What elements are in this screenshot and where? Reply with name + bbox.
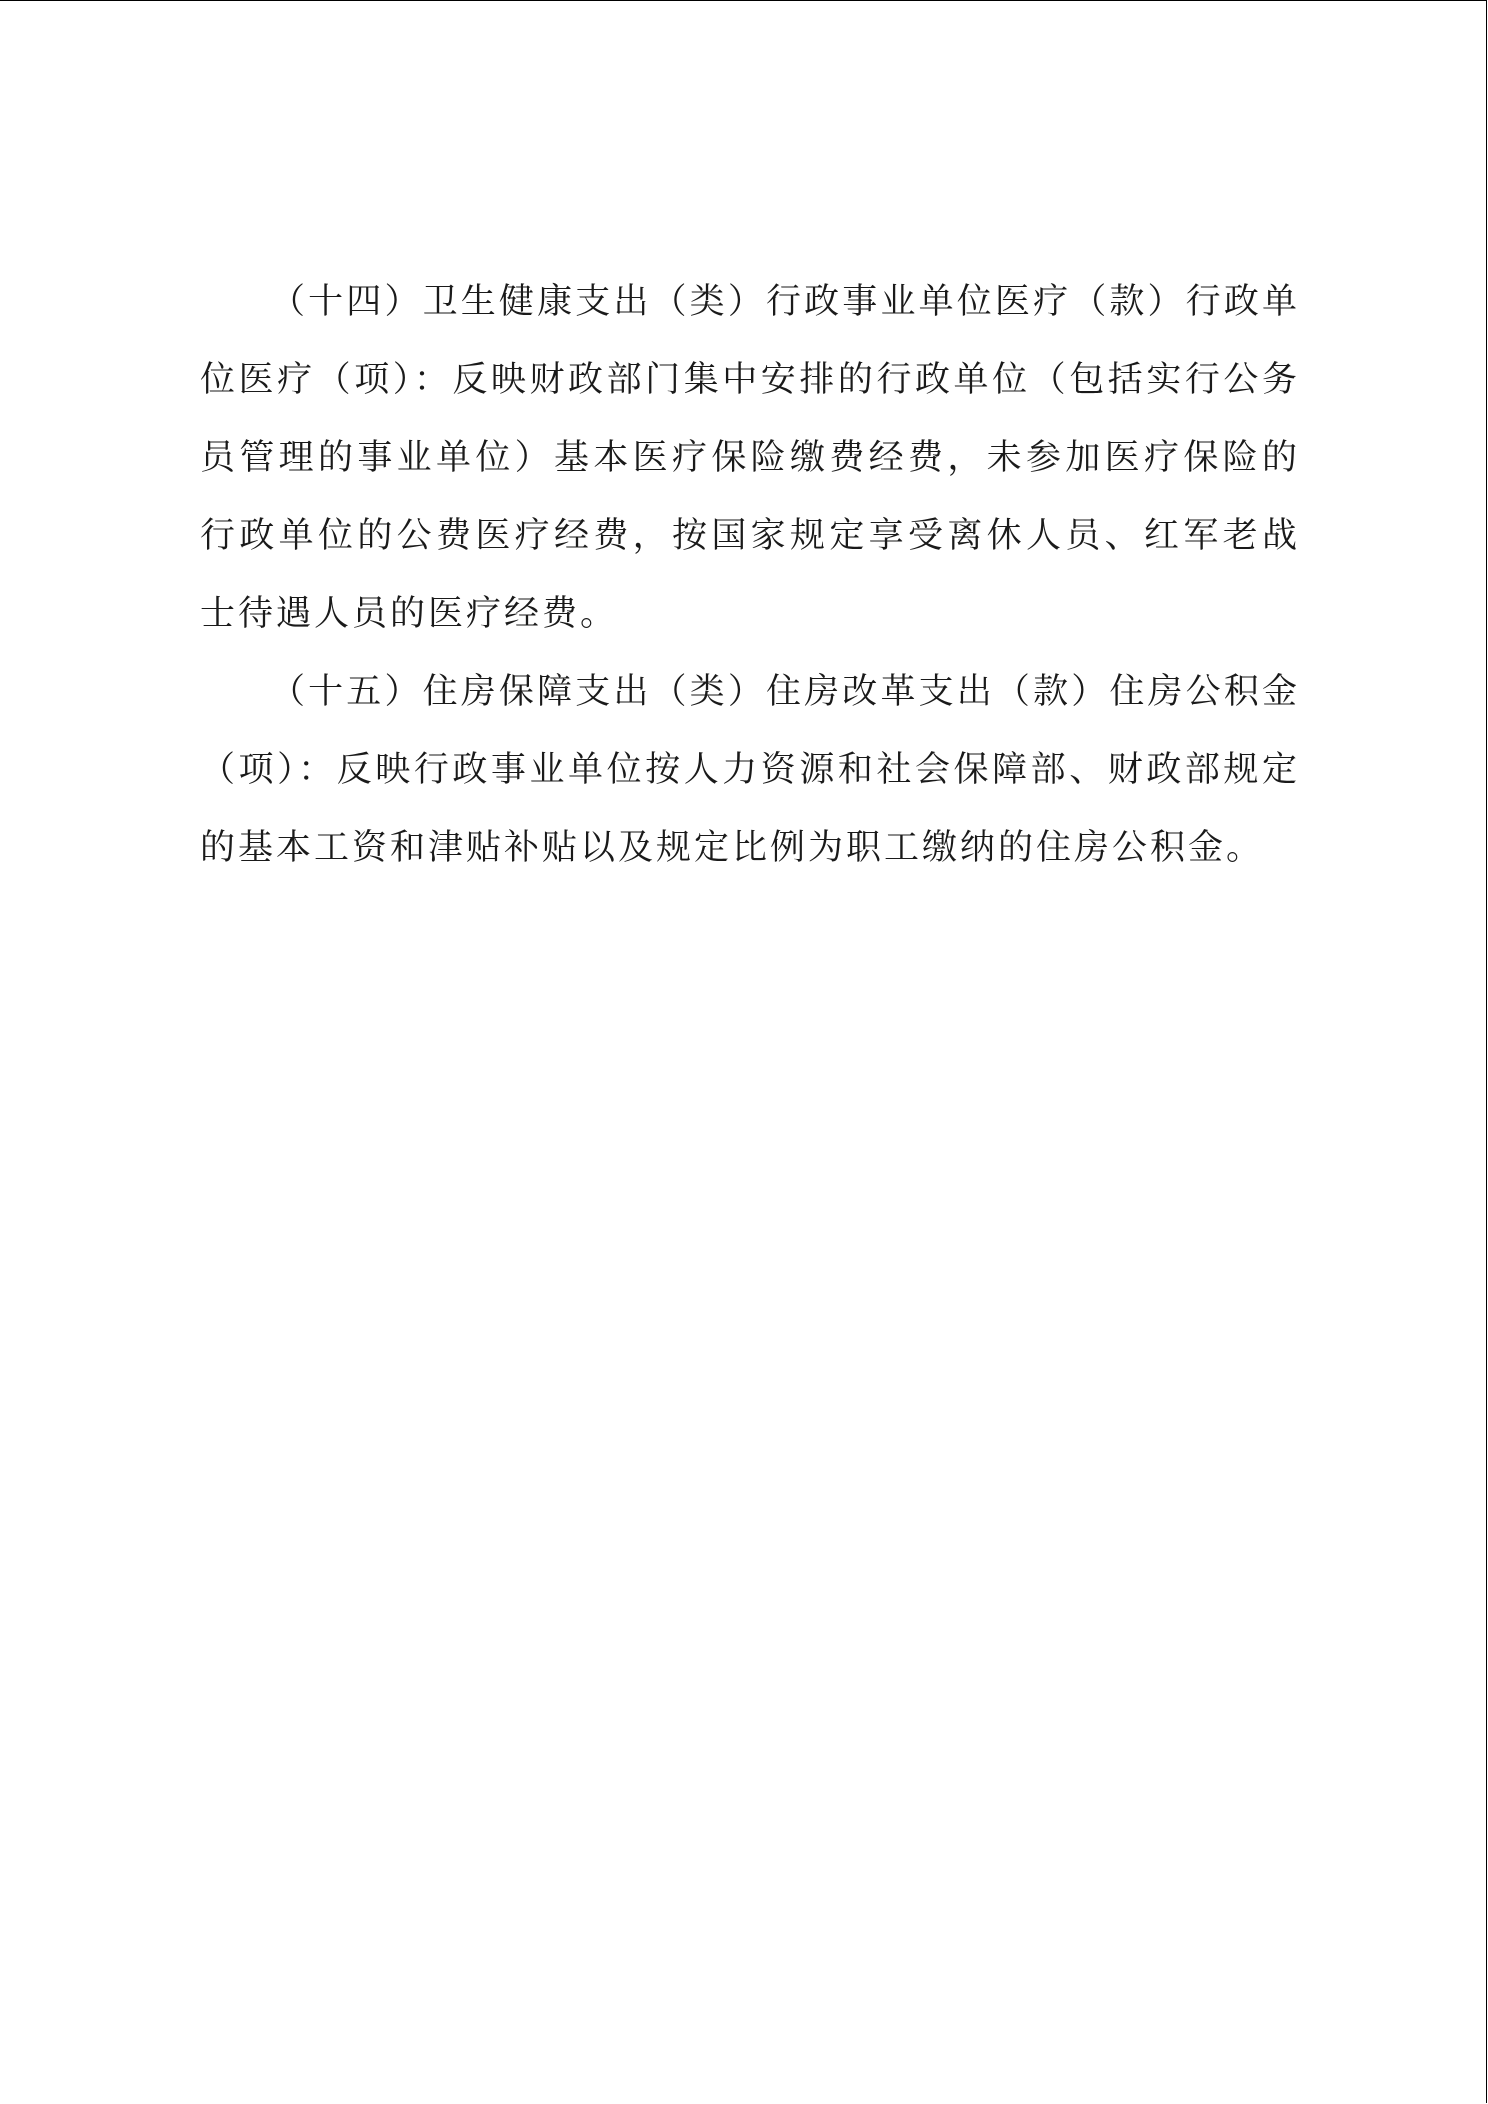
paragraph-housing-expenditure: （十五）住房保障支出（类）住房改革支出（款）住房公积金（项）：反映行政事业单位按人力资源和社会保障部、财政部规定的基本工资和津贴补贴以及规定比例为职工缴纳的住房公积金。 — [200, 672, 1300, 868]
paragraph-health-expenditure: （十四）卫生健康支出（类）行政事业单位医疗（款）行政单位医疗（项）：反映财政部门集中安排的行政单位（包括实行公务员管理的事业单位）基本医疗保险缴费经费，未参加医疗保险的行政单位的公费医疗经费，按国家规定享受离休人员、红军老战士待遇人员的医疗经费。 — [200, 282, 1300, 634]
document-body — [200, 263, 1300, 887]
